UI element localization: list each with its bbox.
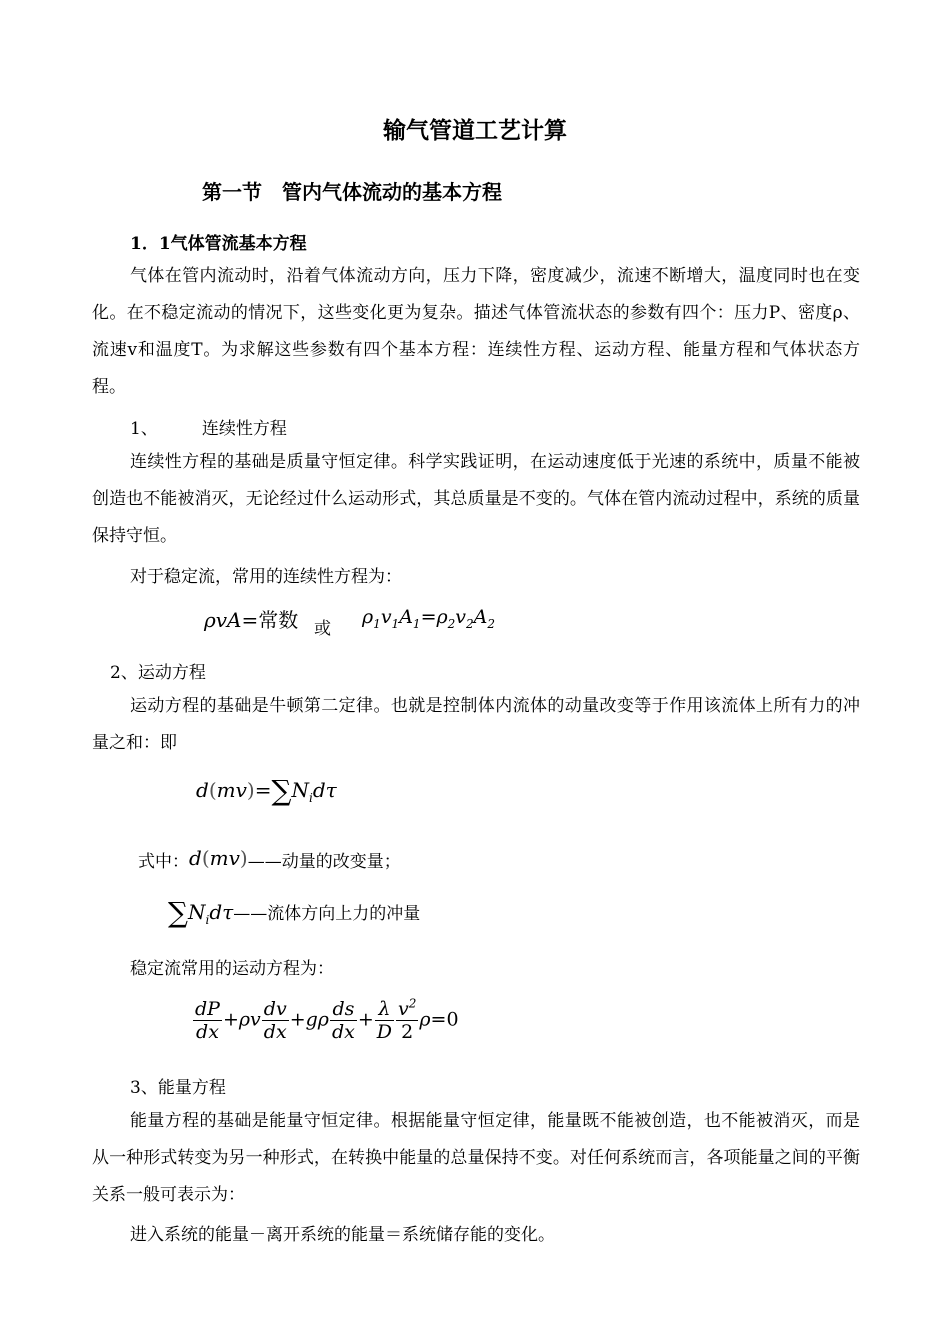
item1-heading [130,414,287,439]
continuity-equation-1: ρvA=常数 [204,608,299,632]
impulse-row: $\sum N_id\tau——$流体方向上力的冲量 [168,896,421,929]
where-label: 式中： [138,852,189,872]
continuity-intro: 对于稳定流，常用的连续性方程为： [130,567,402,587]
item3-heading: 3、能量方程 [130,1078,226,1098]
item1-number: 1、 [130,419,158,439]
steady-motion-intro: 稳定流常用的运动方程为： [130,959,334,979]
momentum-change-desc: ——动量的改变量； [247,852,401,872]
document-title: 输气管道工艺计算 [383,117,567,144]
energy-paragraph: 能量方程的基础是能量守恒定律。根据能量守恒定律，能量既不能被创造，也不能被消灭，而是从一种形式转变为另一种形式，在转换中能量的总量保持不变。对任何系统而言，各项能量之间的平衡关系一般可表示为： [92,1111,860,1205]
section-title: 第一节 管内气体流动的基本方程 [202,180,502,204]
continuity-or: 或 [314,619,331,639]
motion-paragraph: 运动方程的基础是牛顿第二定律。也就是控制体内流体的动量改变等于作用该流体上所有力的冲量之和：即 [92,696,860,753]
where-row: 式中：d(mv)——动量的改变量； [138,846,401,872]
item2-heading: 2、运动方程 [110,663,206,683]
item1-label: 连续性方程 [201,419,287,439]
motion-equation: $\frac{dP}{dx}$ +ρv $\frac{dv}{dx}$ +gρ $\frac{ds}{dx}$ + $\frac{\lambda}{D}$ $\frac{v^2}{2}$ ρ=0 [195,996,459,1043]
continuity-equation-2: $\rho_1v_1A_1=\rho_2v_2A_2$ [362,606,496,631]
impulse-desc: ——流体方向上力的冲量 [233,904,421,924]
subsection-title: 1．1气体管流基本方程 [130,234,307,254]
momentum-equation: $d(mv)=\sum N_id\tau$ [196,774,337,807]
intro-paragraph: 气体在管内流动时，沿着气体流动方向，压力下降，密度减少，流速不断增大，温度同时也在变化。在不稳定流动的情况下，这些变化更为复杂。描述气体管流状态的参数有四个：压力P、密度ρ、流速v和温度T。为求解这些参数有四个基本方程：连续性方程、运动方程、能量方程和气体状态方程。 [92,266,860,397]
continuity-paragraph: 连续性方程的基础是质量守恒定律。科学实践证明，在运动速度低于光速的系统中，质量不能被创造也不能被消灭，无论经过什么运动形式，其总质量是不变的。气体在管内流动过程中，系统的质量保持守恒。 [92,452,860,546]
energy-balance: 进入系统的能量－离开系统的能量＝系统储存能的变化。 [130,1225,555,1245]
